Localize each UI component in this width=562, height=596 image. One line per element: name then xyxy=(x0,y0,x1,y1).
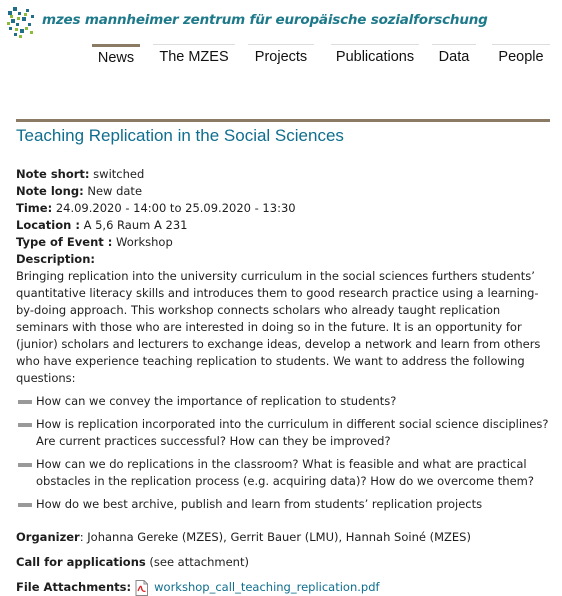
note-long-value: New date xyxy=(83,184,143,198)
site-header xyxy=(0,0,562,46)
call-value: (see attachment) xyxy=(145,555,249,569)
organizer-label: Organizer xyxy=(16,530,80,544)
call-label: Call for applications xyxy=(16,555,146,569)
location-row xyxy=(16,217,550,234)
time-row xyxy=(16,200,550,217)
bullet-icon xyxy=(18,503,32,507)
nav-the-mzes[interactable]: The MZES xyxy=(153,44,235,70)
event-details xyxy=(16,166,550,596)
event-type-row xyxy=(16,234,550,251)
attachment-link[interactable]: workshop_call_teaching_replication.pdf xyxy=(154,580,380,594)
brand-long: mannheimer zentrum für europäische sozialforschung xyxy=(84,12,488,28)
note-short-label: Note short: xyxy=(16,167,90,181)
list-item xyxy=(16,496,550,513)
location-label: Location : xyxy=(16,218,80,232)
description-label: Description: xyxy=(16,252,95,266)
note-short-row xyxy=(16,166,550,183)
event-type-value: Workshop xyxy=(112,235,173,249)
attachments-label: File Attachments: xyxy=(16,580,132,594)
organizer-row xyxy=(16,529,550,546)
note-long-row xyxy=(16,183,550,200)
nav-projects[interactable]: Projects xyxy=(248,44,314,70)
bullet-icon xyxy=(18,423,32,427)
list-item xyxy=(16,416,550,450)
question-list xyxy=(16,393,550,513)
time-label: Time: xyxy=(16,201,53,215)
main-nav xyxy=(0,44,562,72)
list-item xyxy=(16,456,550,490)
list-item xyxy=(16,393,550,410)
question-text: How can we do replications in the classroom? What is feasible and what are practical obstacles in the replication process (e.g. acquiring data)? How do we overcome them? xyxy=(36,457,534,488)
description-text: Bringing replication into the university curriculum in the social sciences furthers students’ quantitative literacy skills and introduces them to good research practice using a learning-by-doing approach. This workshop connects scholars who already taught replication seminars with those who are interested in doing so in the future. It is an opportunity for (junior) scholars and lecturers to exchange ideas, develop a network and learn from others who have experience teaching replication to students. We want to address the following questions: xyxy=(16,269,541,385)
event-type-label: Type of Event : xyxy=(16,235,113,249)
note-long-label: Note long: xyxy=(16,184,84,198)
time-value: 24.09.2020 - 14:00 to 25.09.2020 - 13:30 xyxy=(52,201,296,215)
brand-short: mzes xyxy=(42,12,81,28)
nav-data[interactable]: Data xyxy=(432,44,476,70)
nav-news[interactable]: News xyxy=(92,44,140,70)
title-rule xyxy=(16,119,550,122)
note-short-value: switched xyxy=(89,167,145,181)
question-text: How do we best archive, publish and learn from students’ replication projects xyxy=(36,497,483,511)
bullet-icon xyxy=(18,400,32,404)
nav-publications[interactable]: Publications xyxy=(331,44,419,70)
nav-people[interactable]: People xyxy=(492,44,550,70)
call-row xyxy=(16,554,550,571)
organizer-value: : Johanna Gereke (MZES), Gerrit Bauer (LMU), Hannah Soiné (MZES) xyxy=(79,530,471,544)
location-value: A 5,6 Raum A 231 xyxy=(79,218,188,232)
brand-name xyxy=(42,12,488,28)
bullet-icon xyxy=(18,463,32,467)
page-title: Teaching Replication in the Social Sciences xyxy=(16,126,344,145)
question-text: How is replication incorporated into the curriculum in different social science disciplines? Are current practices successful? How can they be improved? xyxy=(36,417,549,448)
question-text: How can we convey the importance of replication to students? xyxy=(36,394,397,408)
